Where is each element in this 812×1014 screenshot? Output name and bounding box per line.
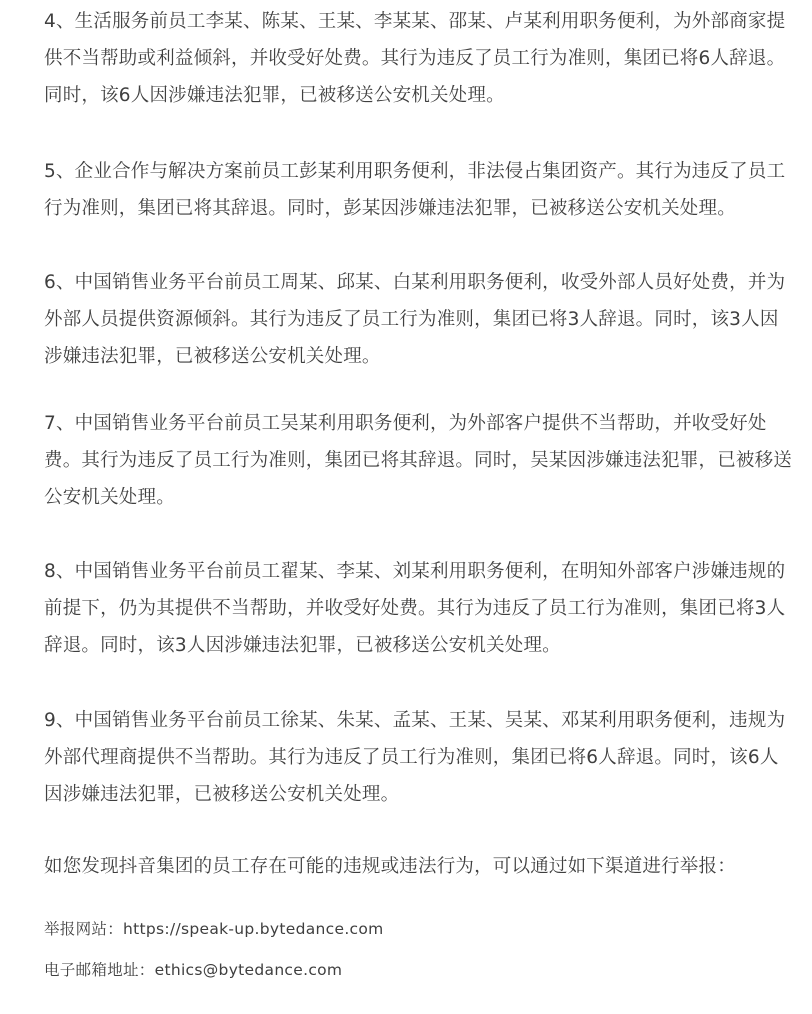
report-email-label: 电子邮箱地址： bbox=[44, 961, 155, 979]
report-website-label: 举报网站： bbox=[44, 920, 124, 938]
case-paragraph-6: 6、中国销售业务平台前员工周某、邱某、白某利用职务便利，收受外部人员好处费，并为外部人员提供资源倾斜。其行为违反了员工行为准则，集团已将3人辞退。同时，该3人因涉嫌违法犯罪，已被移送公安机关处理。 bbox=[44, 272, 786, 367]
case-paragraph-8: 8、中国销售业务平台前员工翟某、李某、刘某利用职务便利，在明知外部客户涉嫌违规的前提下，仍为其提供不当帮助，并收受好处费。其行为违反了员工行为准则，集团已将3人辞退。同时，该3人因涉嫌违法犯罪，已被移送公安机关处理。 bbox=[44, 561, 786, 656]
report-email-address[interactable]: ethics@bytedance.com bbox=[154, 961, 343, 979]
case-paragraph-5: 5、企业合作与解决方案前员工彭某利用职务便利，非法侵占集团资产。其行为违反了员工行为准则，集团已将其辞退。同时，彭某因涉嫌违法犯罪，已被移送公安机关处理。 bbox=[44, 161, 786, 219]
report-website-url[interactable]: https://speak-up.bytedance.com bbox=[123, 920, 384, 938]
case-paragraph-7: 7、中国销售业务平台前员工吴某利用职务便利，为外部客户提供不当帮助，并收受好处费。其行为违反了员工行为准则，集团已将其辞退。同时，吴某因涉嫌违法犯罪，已被移送公安机关处理。 bbox=[44, 413, 793, 508]
case-paragraph-9: 9、中国销售业务平台前员工徐某、朱某、孟某、王某、吴某、邓某利用职务便利，违规为外部代理商提供不当帮助。其行为违反了员工行为准则，集团已将6人辞退。同时，该6人因涉嫌违法犯罪，已被移送公安机关处理。 bbox=[44, 710, 786, 805]
report-email-line bbox=[44, 958, 342, 982]
report-website-line bbox=[44, 917, 384, 941]
report-call-to-action: 如您发现抖音集团的员工存在可能的违规或违法行为，可以通过如下渠道进行举报： bbox=[44, 856, 736, 877]
case-paragraph-4: 4、生活服务前员工李某、陈某、王某、李某某、邵某、卢某利用职务便利，为外部商家提供不当帮助或利益倾斜，并收受好处费。其行为违反了员工行为准则，集团已将6人辞退。同时，该6人因涉嫌违法犯罪，已被移送公安机关处理。 bbox=[44, 11, 786, 106]
